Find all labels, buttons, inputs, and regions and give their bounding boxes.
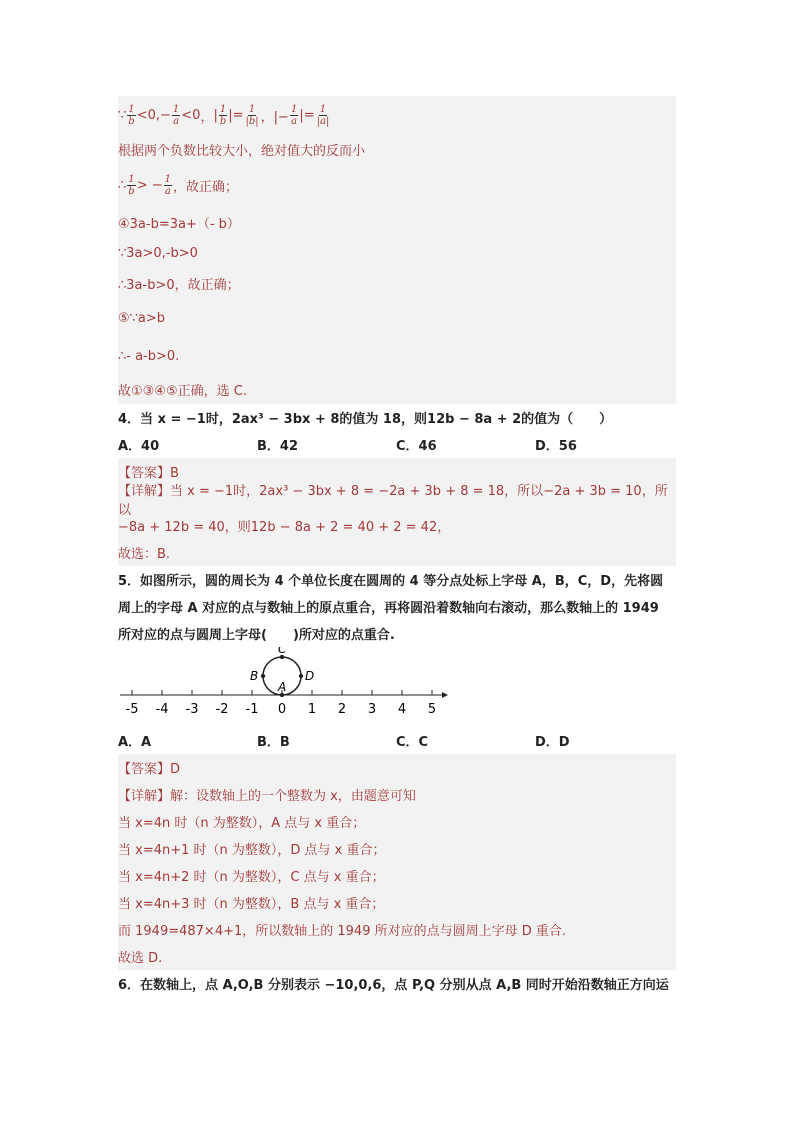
tick-label: -2 <box>215 702 229 717</box>
case-1: 当 x=4n+1 时（n 为整数），D 点与 x 重合； <box>118 843 386 858</box>
point-d <box>299 674 303 678</box>
number-line-svg <box>118 647 458 727</box>
text-line-2: 根据两个负数比较大小，绝对值大的反而小 <box>118 143 366 159</box>
detail-line-2: −8a + 12b = 40，则12b − 8a + 2 = 40 + 2 = 42， <box>118 520 451 535</box>
option-a: A．40 <box>118 439 160 454</box>
answer-label: 【答案】B <box>118 466 179 481</box>
tick-label: 5 <box>427 702 437 717</box>
tick-label: 1 <box>307 702 317 717</box>
axis-arrow <box>442 692 448 698</box>
option-c: C．C <box>396 735 429 750</box>
text-line-4: ④3a-b=3a+（- b） <box>118 216 240 232</box>
tick-label: 0 <box>277 702 287 717</box>
option-d: D．56 <box>535 439 577 454</box>
stem-line-3: 所对应的点与圆周上字母( )所对应的点重合. <box>118 628 395 643</box>
option-a: A．A <box>118 735 152 750</box>
tick-label: 2 <box>337 702 347 717</box>
tick-label: -4 <box>155 702 169 717</box>
option-c: C．46 <box>396 439 437 454</box>
case-3: 当 x=4n+3 时（n 为整数），B 点与 x 重合； <box>118 897 385 912</box>
question-6-stem: 6．在数轴上，点 A,O,B 分别表示 −10,0,6，点 P,Q 分别从点 A,B 同时开始沿数轴正方向运 <box>118 978 669 993</box>
math-line-3: ∴ $\frac{1}{b}$ > − $\frac{1}{a}$ ，故正确； <box>118 173 238 197</box>
tick-label: -1 <box>245 702 259 717</box>
tick-label: 3 <box>367 702 377 717</box>
conclusion: 故选 D. <box>118 951 163 966</box>
question-4-options <box>118 431 676 458</box>
text-line-8: ∴- a-b>0. <box>118 348 180 364</box>
option-b: B．42 <box>257 439 298 454</box>
answer-label: 【答案】D <box>118 762 181 777</box>
case-2: 当 x=4n+2 时（n 为整数），C 点与 x 重合； <box>118 870 385 885</box>
detail-line-1: 【详解】当 x = −1时，2ax³ − 3bx + 8 = −2a + 3b + 8 = 18，所以−2a + 3b = 10，所以 <box>118 483 668 518</box>
therefore-line: 而 1949=487×4+1，所以数轴上的 1949 所对应的点与圆周上字母 D 重合. <box>118 924 567 939</box>
question-4-solution <box>118 458 676 566</box>
stem-line-2: 周上的字母 A 对应的点与数轴上的原点重合，再将圆沿着数轴向右滚动，那么数轴上的 1949 <box>118 601 659 616</box>
tick-label: -5 <box>125 702 139 717</box>
detail-intro: 【详解】解：设数轴上的一个整数为 x，由题意可知 <box>118 789 416 804</box>
label-d: D <box>305 669 315 683</box>
case-0: 当 x=4n 时（n 为整数），A 点与 x 重合； <box>118 816 366 831</box>
page-content <box>118 96 676 997</box>
text-line-9: 故①③④⑤正确，选 C. <box>118 383 247 399</box>
conclusion: 故选：B. <box>118 547 171 562</box>
question-5-options <box>118 727 676 754</box>
tick-label: 4 <box>397 702 407 717</box>
question-4-stem: 4．当 x = −1时，2ax³ − 3bx + 8的值为 18，则12b − 8a + 2的值为（ ） <box>118 412 613 427</box>
label-a: A <box>278 680 287 694</box>
question-5-solution <box>118 754 676 970</box>
tick-label: -3 <box>185 702 199 717</box>
text-line-7: ⑤∵a>b <box>118 310 166 326</box>
solution-continuation <box>118 96 676 404</box>
question-5-stem <box>118 566 676 647</box>
label-c: C <box>278 647 287 656</box>
stem-line-1: 5．如图所示，圆的周长为 4 个单位长度在圆周的 4 等分点处标上字母 A，B，C，D，先将圆 <box>118 574 664 589</box>
text-line-6: ∴3a-b>0，故正确； <box>118 277 240 293</box>
label-b: B <box>250 669 259 683</box>
math-line-1: ∵ $\frac{1}{b}$ <0,− $\frac{1}{a}$ <0 ， | $\frac{1}{b}$ |= $\frac{1}{|b|}$ ，|− $\frac{1}{a}$ |= $\frac{1}{|a|}$ <box>118 103 330 127</box>
point-b <box>261 674 265 678</box>
option-d: D．D <box>535 735 570 750</box>
text-line-5: ∵3a>0,-b>0 <box>118 245 198 261</box>
option-b: B．B <box>257 735 290 750</box>
number-line-figure <box>118 647 676 727</box>
